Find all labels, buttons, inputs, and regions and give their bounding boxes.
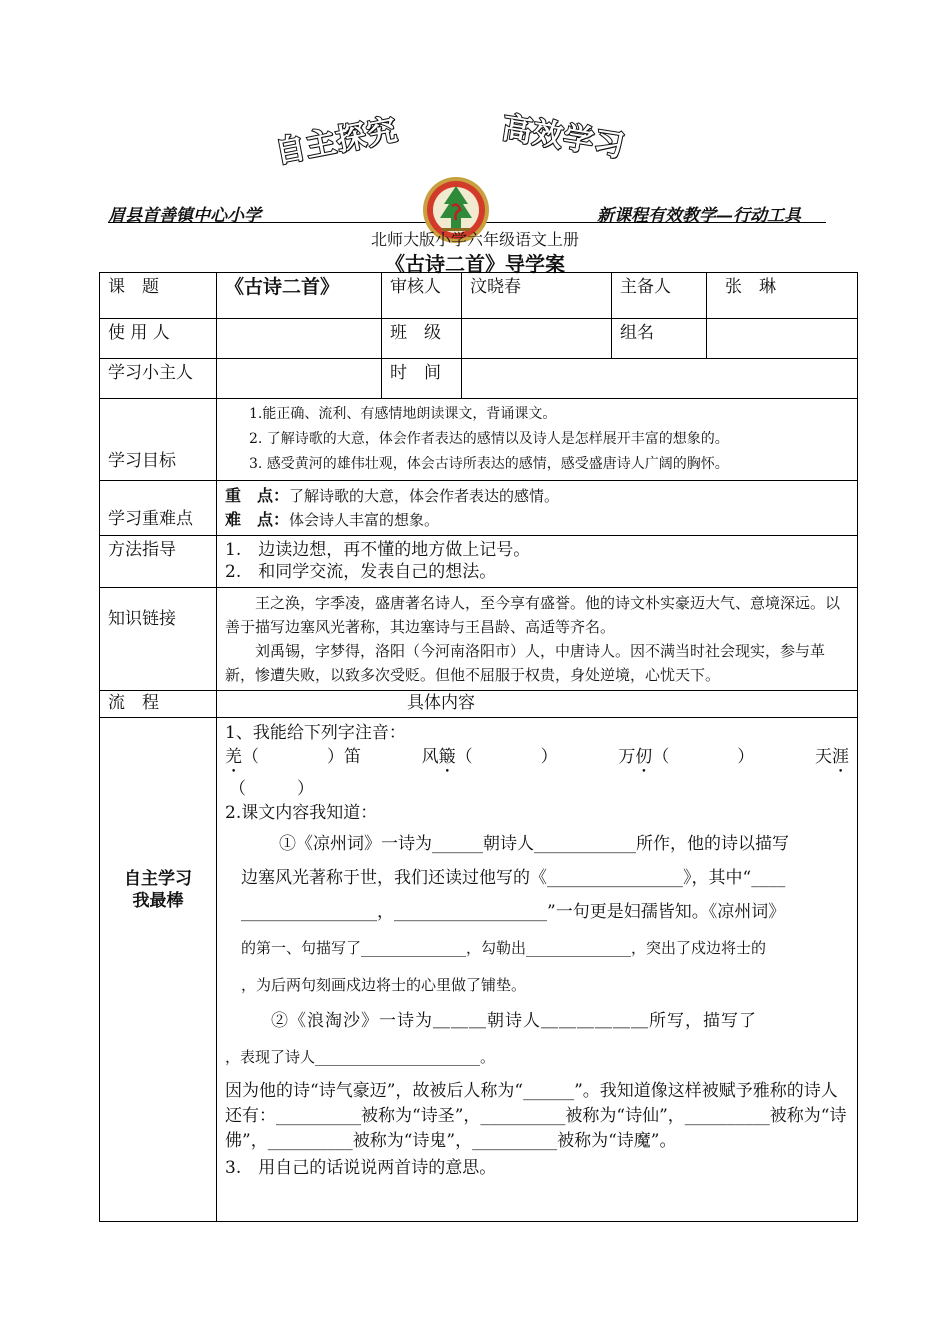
time-label: 时 间 <box>382 359 462 399</box>
q2-line: 的第一、句描写了______________，勾勒出______________，突出了戍边将士的 <box>241 939 767 957</box>
method-item: 1. 边读边想，再不懂的地方做上记号。 <box>225 540 531 560</box>
motto: 新课程有效教学—行动工具 <box>597 206 801 226</box>
key-text: 了解诗歌的大意，体会作者表达的感情。 <box>289 487 560 505</box>
method-label: 方法指导 <box>100 536 217 588</box>
school-name: 眉县首善镇中心小学 <box>108 206 261 226</box>
q2-title: 2.课文内容我知道： <box>225 803 378 823</box>
keypoints-label: 学习重难点 <box>100 481 217 536</box>
hard-title: 难 点： <box>225 510 290 529</box>
slogan-left: 自主探究 <box>272 112 401 171</box>
method-list <box>217 536 858 588</box>
goal-item: 3. 感受黄河的雄伟壮观，体会古诗所表达的感情，感受盛唐诗人广阔的胸怀。 <box>249 456 729 472</box>
q1-word: 万仞（ ） <box>618 747 755 767</box>
q2-line: ②《浪淘沙》一诗为＿＿＿朝诗人＿＿＿＿＿＿所写，描写了 <box>271 1011 757 1031</box>
host-label: 学习小主人 <box>100 359 217 399</box>
class-label: 班 级 <box>382 319 462 359</box>
keypoints-content <box>217 481 858 536</box>
goals-list <box>217 399 858 481</box>
user-label: 使 用 人 <box>100 319 217 359</box>
q2-line: 边塞风光著称于世，我们还读过他写的《________________》，其中“____ <box>241 868 786 888</box>
hard-text: 体会诗人丰富的想象。 <box>289 511 440 529</box>
lead-label: 主备人 <box>612 273 707 319</box>
knowledge-paragraph: 刘禹锡，字梦得，洛阳（今河南洛阳市）人，中唐诗人。因不满当时社会现实，参与革新，惨遭失败，以致多次受贬。但他不屈服于权贵，身处逆境，心忧天下。 <box>225 642 826 684</box>
group-label: 组名 <box>612 319 707 359</box>
key-point <box>225 484 849 508</box>
q1-word: 风簸（ ） <box>421 747 558 767</box>
user-value[interactable] <box>217 319 382 359</box>
q2-line: ①《凉州词》一诗为______朝诗人____________所作，他的诗以描写 <box>279 834 789 854</box>
host-value[interactable] <box>217 359 382 399</box>
key-title: 重 点： <box>225 486 290 505</box>
q1-title: 1、我能给下列字注音： <box>225 723 406 743</box>
slogan-right: 高效学习 <box>499 110 628 165</box>
self-study-label-line2: 我最棒 <box>132 891 184 911</box>
flow-label: 流 程 <box>100 691 217 718</box>
q1-word: 天涯 <box>814 747 849 767</box>
topic-label: 课 题 <box>100 273 217 319</box>
group-value[interactable] <box>707 319 858 359</box>
class-value[interactable] <box>462 319 612 359</box>
knowledge-label: 知识链接 <box>100 588 217 691</box>
series-label: 北师大版小学六年级语文上册 <box>370 230 579 249</box>
method-item: 2. 和同学交流，发表自己的想法。 <box>225 562 497 582</box>
hard-point <box>225 508 849 532</box>
slogan <box>270 108 660 171</box>
reviewer-value: 汶晓春 <box>462 273 612 319</box>
q1-word: 羌（ ）笛 <box>225 747 361 767</box>
q2-paragraph: 因为他的诗“诗气豪迈”，故被后人称为“______”。我知道像这样被赋予雅称的诗人还有：__________被称为“诗圣”，__________被称为“诗仙”，__________被称为“诗佛”，__________被称为“诗鬼”，__________被称为“诗魔”。 <box>225 1081 847 1151</box>
goal-item: 2. 了解诗歌的大意，体会作者表达的感情以及诗人是怎样展开丰富的想象的。 <box>249 431 729 447</box>
q2-line: ，为后两句刻画戍边将士的心里做了铺垫。 <box>241 976 527 994</box>
reviewer-label: 审核人 <box>382 273 462 319</box>
q3: 3. 用自己的话说说两首诗的意思。 <box>225 1158 497 1178</box>
goal-item: 1.能正确、流利、有感情地朗读课文，背诵课文。 <box>249 406 557 422</box>
q2-line: ，表现了诗人______________________。 <box>225 1048 496 1066</box>
topic-value: 《古诗二首》 <box>217 273 382 319</box>
q1-words <box>225 745 849 777</box>
study-plan-table <box>99 272 858 1222</box>
q1-last: （ ） <box>229 779 314 799</box>
self-study-content <box>217 718 858 1222</box>
lead-value: 张 琳 <box>707 273 858 319</box>
self-study-label <box>100 718 217 1222</box>
self-study-label-line1: 自主学习 <box>124 869 192 889</box>
goals-label: 学习目标 <box>100 399 217 481</box>
q2-line: ________________，__________________”一句更是妇孺皆知。《凉州词》 <box>241 902 786 922</box>
doc-title: 《古诗二首》导学案 <box>385 252 565 276</box>
knowledge-content <box>217 588 858 691</box>
content-label: 具体内容 <box>217 691 858 718</box>
time-value[interactable] <box>462 359 858 399</box>
knowledge-paragraph: 王之涣，字季凌，盛唐著名诗人，至今享有盛誉。他的诗文朴实豪迈大气、意境深远。以善于描写边塞风光著称，其边塞诗与王昌龄、高适等齐名。 <box>225 594 841 636</box>
